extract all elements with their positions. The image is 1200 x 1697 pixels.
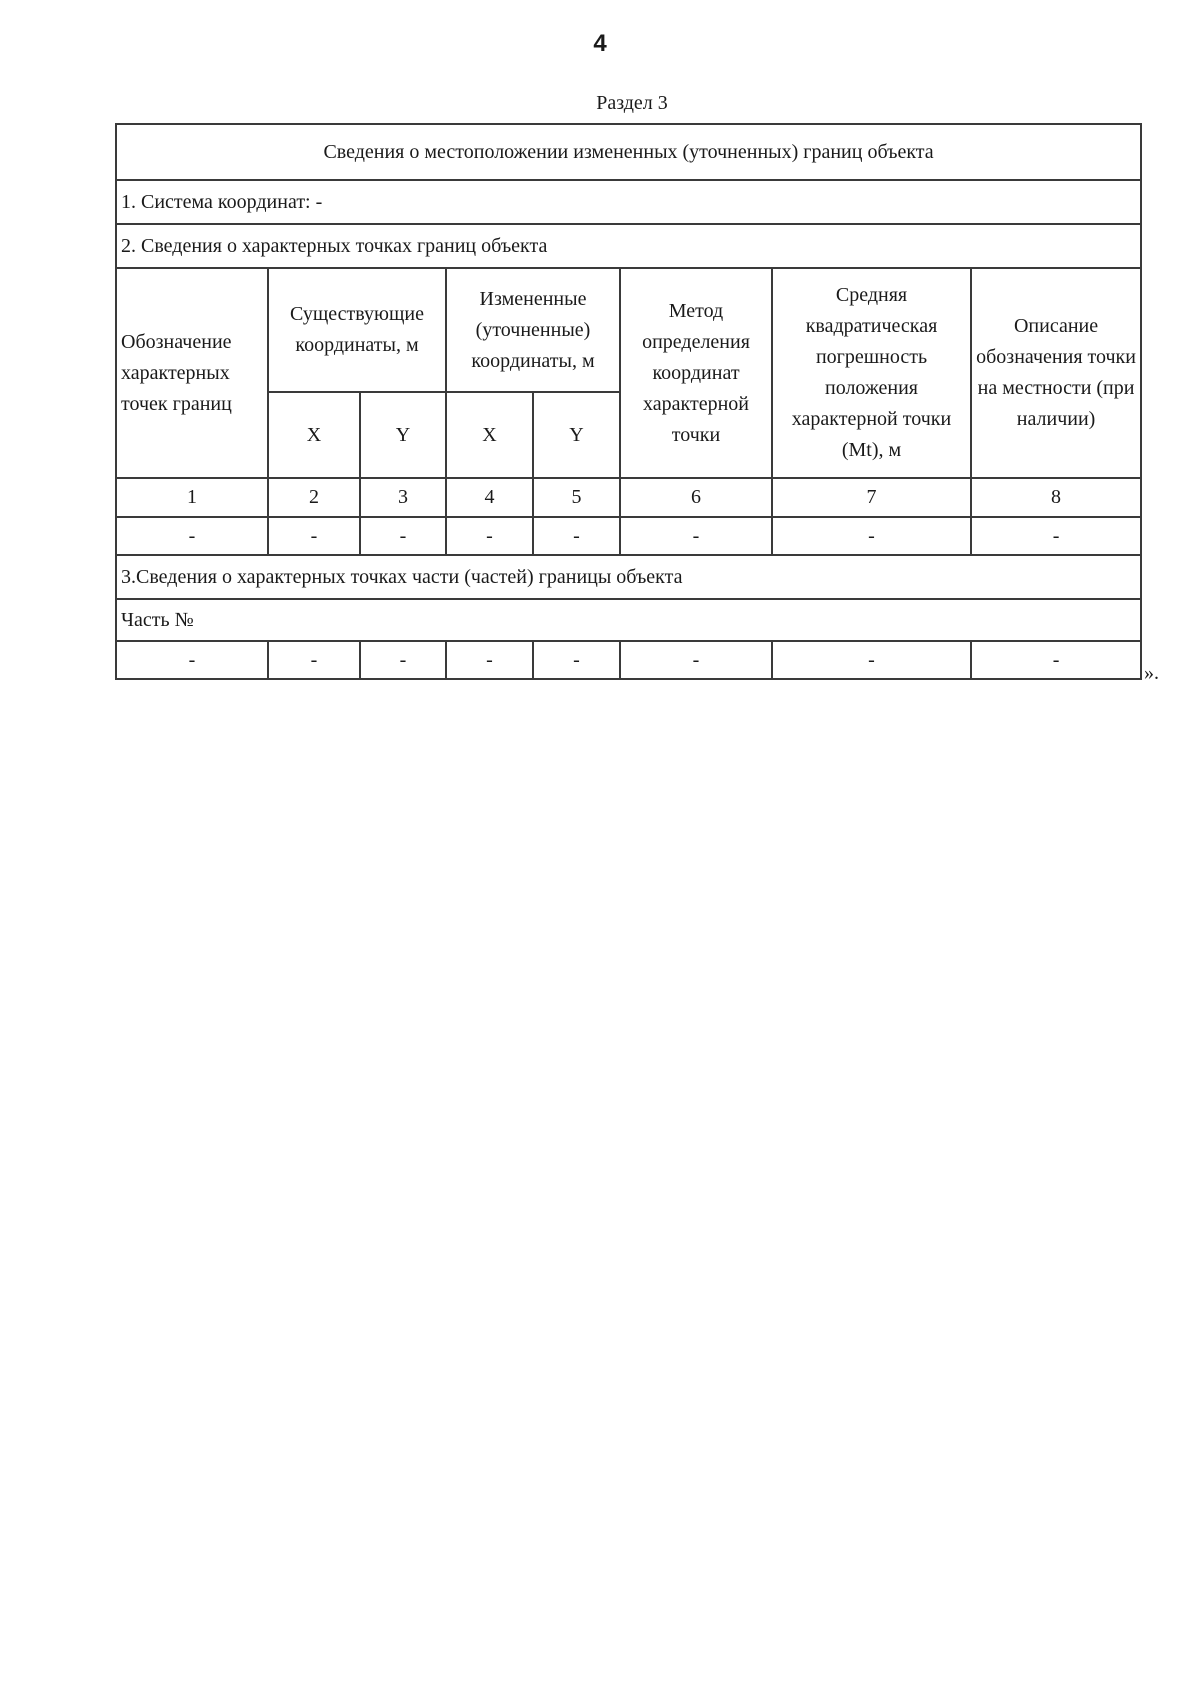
- table-cell: -: [971, 517, 1141, 555]
- table-cell: -: [971, 641, 1141, 679]
- column-number: 1: [116, 478, 268, 517]
- header-existing-coords: Существующие координаты, м: [268, 268, 446, 392]
- column-number: 8: [971, 478, 1141, 517]
- points-heading-row: 2. Сведения о характерных точках границ объекта: [116, 224, 1141, 268]
- header-existing-x: X: [268, 392, 360, 478]
- header-changed-x: X: [446, 392, 533, 478]
- table-cell: -: [360, 641, 446, 679]
- header-designation: Обозначение характерных точек границ: [116, 268, 268, 478]
- header-error: Средняя квадратическая погрешность положения характерной точки (Mt), м: [772, 268, 971, 478]
- part-number-row: Часть №: [116, 599, 1141, 641]
- table-cell: -: [772, 641, 971, 679]
- table-cell: -: [268, 641, 360, 679]
- column-number: 3: [360, 478, 446, 517]
- column-number: 5: [533, 478, 620, 517]
- empty-data-row: [116, 517, 1141, 555]
- table-title: Сведения о местоположении измененных (уточненных) границ объекта: [116, 124, 1141, 180]
- table-cell: -: [446, 641, 533, 679]
- column-number: 6: [620, 478, 772, 517]
- table-cell: -: [116, 517, 268, 555]
- column-number: 4: [446, 478, 533, 517]
- column-number-row: [116, 478, 1141, 517]
- header-changed-y: Y: [533, 392, 620, 478]
- table-cell: -: [268, 517, 360, 555]
- table-cell: -: [533, 517, 620, 555]
- boundary-table: [115, 123, 1142, 680]
- column-number: 7: [772, 478, 971, 517]
- parts-heading-row: 3.Сведения о характерных точках части (частей) границы объекта: [116, 555, 1141, 599]
- table-cell: -: [360, 517, 446, 555]
- header-description: Описание обозначения точки на местности (при наличии): [971, 268, 1141, 478]
- table-cell: -: [772, 517, 971, 555]
- table-cell: -: [620, 517, 772, 555]
- closing-quote: ».: [1144, 662, 1159, 684]
- header-changed-coords: Измененные (уточненные) координаты, м: [446, 268, 620, 392]
- header-method: Метод определения координат характерной точки: [620, 268, 772, 478]
- coordinate-system-row: 1. Система координат: -: [116, 180, 1141, 224]
- table-cell: -: [620, 641, 772, 679]
- page-number: 4: [593, 30, 607, 57]
- column-number: 2: [268, 478, 360, 517]
- header-existing-y: Y: [360, 392, 446, 478]
- table-cell: -: [446, 517, 533, 555]
- table-cell: -: [116, 641, 268, 679]
- part-data-row: [116, 641, 1141, 679]
- section-label: Раздел 3: [596, 92, 668, 114]
- table-cell: -: [533, 641, 620, 679]
